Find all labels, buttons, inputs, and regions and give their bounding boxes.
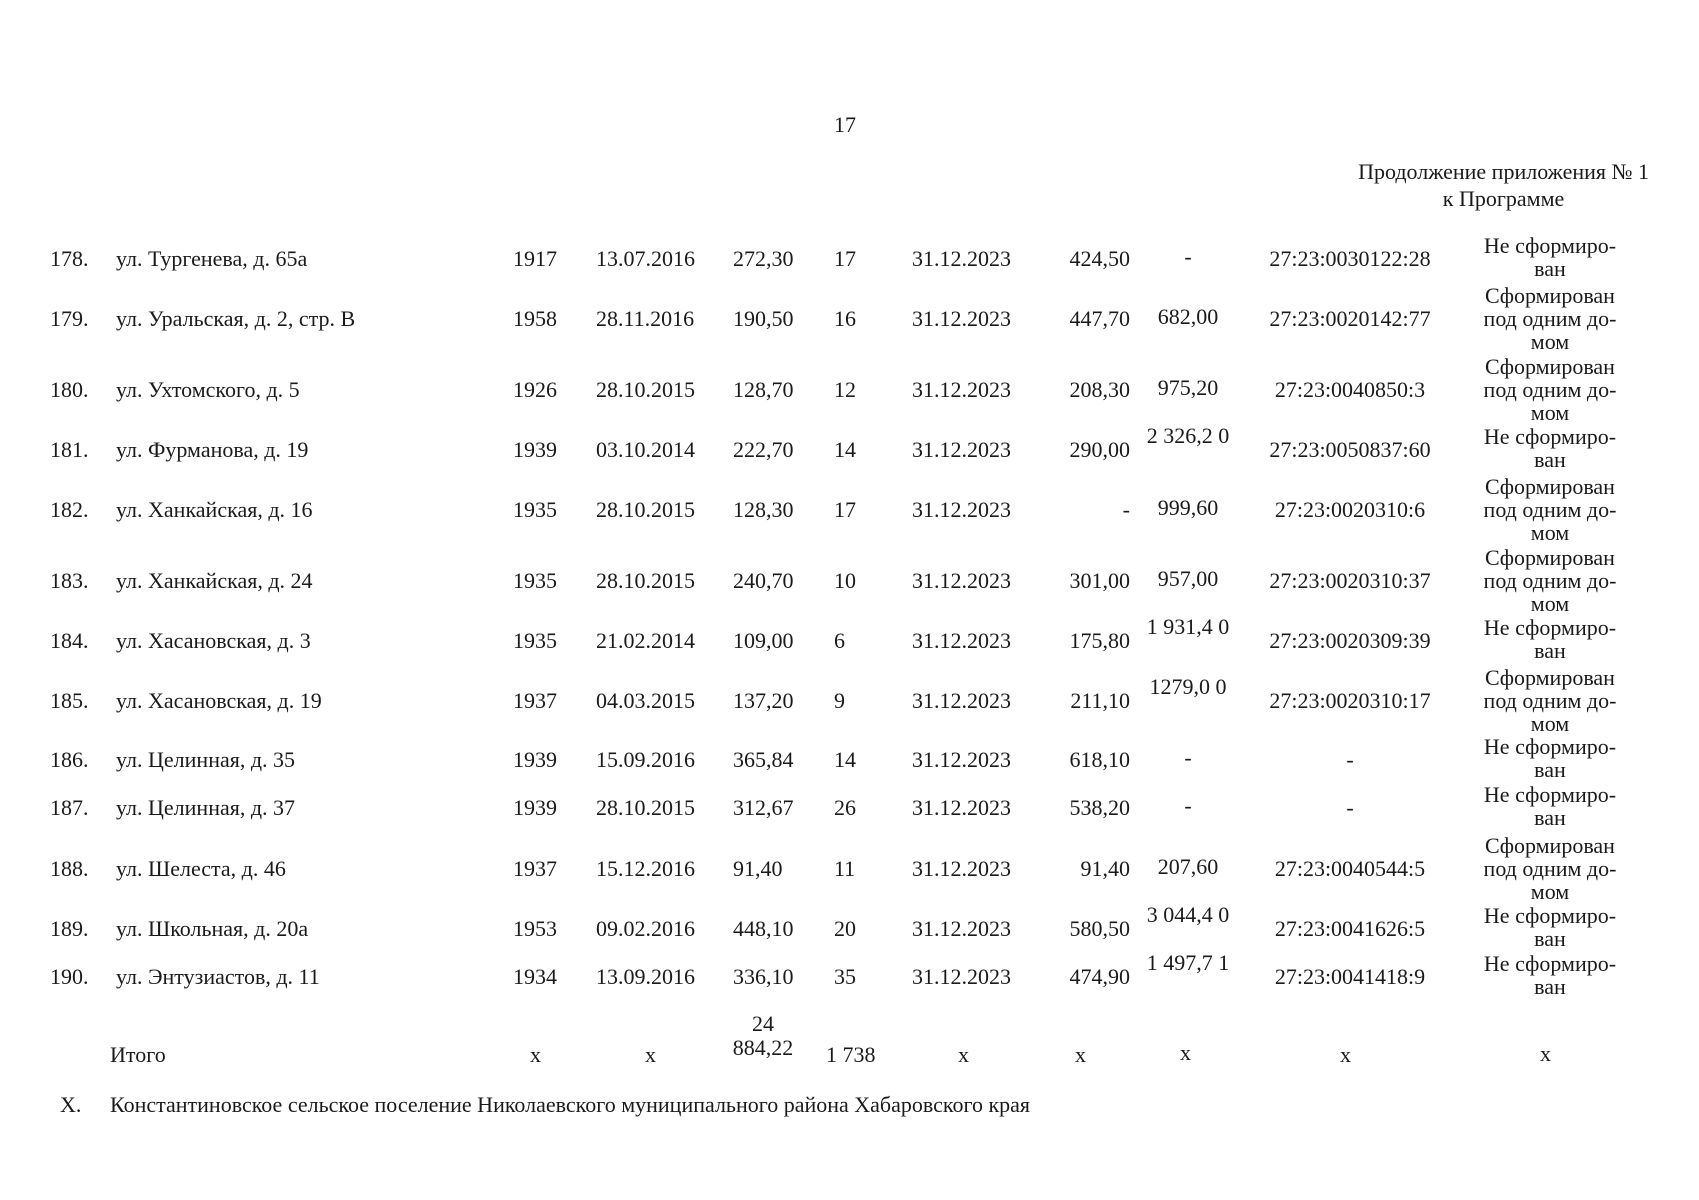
address-cell: ул. Тургенева, д. 65а <box>116 246 308 271</box>
cadastral-cell: 27:23:0020142:77 <box>1269 306 1431 331</box>
deadline-cell: 31.12.2023 <box>912 306 1011 331</box>
area3-cell: 1 497,7 1 <box>1146 950 1230 975</box>
status-cell: Сформирован под одним до-мом <box>1483 833 1617 904</box>
status-cell: Не сформиро-ван <box>1483 424 1617 472</box>
year-cell: 1953 <box>513 916 557 941</box>
people-cell: 11 <box>834 856 856 881</box>
row-number: 180. <box>50 377 89 402</box>
row-number: 181. <box>50 437 89 462</box>
people-cell: 35 <box>834 964 856 989</box>
year-cell: 1958 <box>513 306 557 331</box>
deadline-cell: 31.12.2023 <box>912 377 1011 402</box>
date-cell: 28.10.2015 <box>596 377 695 402</box>
date-cell: 28.10.2015 <box>596 568 695 593</box>
address-cell: ул. Целинная, д. 35 <box>116 747 296 772</box>
status-cell: Не сформиро-ван <box>1483 734 1617 782</box>
area2-cell: 175,80 <box>1069 628 1130 653</box>
address-cell: ул. Целинная, д. 37 <box>116 795 296 820</box>
area3-cell: 975,20 <box>1157 375 1219 400</box>
address-cell: ул. Ханкайская, д. 16 <box>116 497 313 522</box>
date-cell: 13.07.2016 <box>596 246 695 271</box>
status-cell: Сформирован под одним до-мом <box>1483 283 1617 354</box>
area3-cell: - <box>1184 793 1192 818</box>
total-year: х <box>530 1042 541 1067</box>
address-cell: ул. Школьная, д. 20а <box>116 916 309 941</box>
status-cell: Сформирован под одним до-мом <box>1483 545 1617 616</box>
row-number: 178. <box>50 246 89 271</box>
row-number: 189. <box>50 916 89 941</box>
people-cell: 12 <box>834 377 856 402</box>
status-cell: Сформирован под одним до-мом <box>1483 474 1617 545</box>
total-cadastral: х <box>1340 1042 1351 1067</box>
cadastral-cell: 27:23:0050837:60 <box>1269 437 1431 462</box>
deadline-cell: 31.12.2023 <box>912 916 1011 941</box>
area3-cell: 1 931,4 0 <box>1146 614 1230 639</box>
row-number: 179. <box>50 306 89 331</box>
cadastral-cell: 27:23:0020310:37 <box>1269 568 1431 593</box>
deadline-cell: 31.12.2023 <box>912 964 1011 989</box>
date-cell: 09.02.2016 <box>596 916 695 941</box>
year-cell: 1935 <box>513 628 557 653</box>
cadastral-cell: - <box>1346 795 1354 820</box>
total-status: х <box>1540 1041 1551 1066</box>
area3-cell: - <box>1184 244 1192 269</box>
area2-cell: 474,90 <box>1069 964 1130 989</box>
address-cell: ул. Хасановская, д. 3 <box>116 628 311 653</box>
appendix-line-2: к Программе <box>1442 186 1565 211</box>
address-cell: ул. Хасановская, д. 19 <box>116 688 322 713</box>
people-cell: 20 <box>834 916 856 941</box>
people-cell: 9 <box>834 688 845 713</box>
row-number: 186. <box>50 747 89 772</box>
area2-cell: 301,00 <box>1069 568 1130 593</box>
area-cell: 222,70 <box>733 437 794 462</box>
year-cell: 1939 <box>513 795 557 820</box>
year-cell: 1935 <box>513 497 557 522</box>
area2-cell: 91,40 <box>1080 856 1130 881</box>
deadline-cell: 31.12.2023 <box>912 747 1011 772</box>
cadastral-cell: 27:23:0020309:39 <box>1269 628 1431 653</box>
area3-cell: 207,60 <box>1157 854 1219 879</box>
address-cell: ул. Энтузиастов, д. 11 <box>116 964 320 989</box>
address-cell: ул. Фурманова, д. 19 <box>116 437 309 462</box>
cadastral-cell: 27:23:0030122:28 <box>1269 246 1431 271</box>
year-cell: 1939 <box>513 747 557 772</box>
date-cell: 28.11.2016 <box>596 306 695 331</box>
section-number: X. <box>60 1092 82 1117</box>
status-cell: Сформирован под одним до-мом <box>1483 354 1617 425</box>
year-cell: 1934 <box>513 964 557 989</box>
total-area2: х <box>1075 1042 1086 1067</box>
address-cell: ул. Ханкайская, д. 24 <box>116 568 313 593</box>
date-cell: 13.09.2016 <box>596 964 695 989</box>
status-cell: Не сформиро-ван <box>1483 903 1617 951</box>
year-cell: 1926 <box>513 377 557 402</box>
row-number: 182. <box>50 497 89 522</box>
row-number: 183. <box>50 568 89 593</box>
cadastral-cell: 27:23:0041418:9 <box>1274 964 1426 989</box>
area-cell: 109,00 <box>733 628 794 653</box>
people-cell: 17 <box>834 246 856 271</box>
section-title: Константиновское сельское поселение Николаевского муниципального района Хабаровского края <box>110 1092 1031 1117</box>
date-cell: 28.10.2015 <box>596 795 695 820</box>
deadline-cell: 31.12.2023 <box>912 437 1011 462</box>
status-cell: Не сформиро-ван <box>1483 233 1617 281</box>
row-number: 190. <box>50 964 89 989</box>
deadline-cell: 31.12.2023 <box>912 246 1011 271</box>
cadastral-cell: 27:23:0041626:5 <box>1274 916 1426 941</box>
status-cell: Не сформиро-ван <box>1483 951 1617 999</box>
year-cell: 1939 <box>513 437 557 462</box>
area2-cell: 580,50 <box>1069 916 1130 941</box>
row-number: 184. <box>50 628 89 653</box>
area3-cell: 999,60 <box>1157 495 1219 520</box>
area-cell: 190,50 <box>733 306 794 331</box>
area2-cell: 290,00 <box>1069 437 1130 462</box>
cadastral-cell: 27:23:0020310:17 <box>1269 688 1431 713</box>
address-cell: ул. Шелеста, д. 46 <box>116 856 286 881</box>
area2-cell: 447,70 <box>1069 306 1130 331</box>
area3-cell: 957,00 <box>1157 566 1219 591</box>
area-cell: 365,84 <box>733 747 794 772</box>
area-cell: 240,70 <box>733 568 794 593</box>
address-cell: ул. Ухтомского, д. 5 <box>116 377 300 402</box>
cadastral-cell: 27:23:0040850:3 <box>1274 377 1426 402</box>
date-cell: 21.02.2014 <box>596 628 695 653</box>
area3-cell: 3 044,4 0 <box>1146 902 1230 927</box>
area-cell: 272,30 <box>733 246 794 271</box>
people-cell: 16 <box>834 306 856 331</box>
area2-cell: 618,10 <box>1069 747 1130 772</box>
appendix-header <box>1358 158 1649 212</box>
year-cell: 1937 <box>513 688 557 713</box>
total-people: 1 738 <box>826 1042 876 1067</box>
total-date: х <box>645 1042 656 1067</box>
deadline-cell: 31.12.2023 <box>912 856 1011 881</box>
row-number: 187. <box>50 795 89 820</box>
area3-cell: 2 326,2 0 <box>1146 423 1230 448</box>
area3-cell: 682,00 <box>1157 304 1219 329</box>
status-cell: Сформирован под одним до-мом <box>1483 665 1617 736</box>
date-cell: 15.09.2016 <box>596 747 695 772</box>
people-cell: 14 <box>834 437 856 462</box>
total-area: 24 884,22 <box>732 1011 794 1060</box>
area2-cell: 208,30 <box>1069 377 1130 402</box>
area3-cell: - <box>1184 745 1192 770</box>
date-cell: 04.03.2015 <box>596 688 695 713</box>
cadastral-cell: 27:23:0020310:6 <box>1274 497 1426 522</box>
row-number: 188. <box>50 856 89 881</box>
people-cell: 6 <box>834 628 845 653</box>
date-cell: 15.12.2016 <box>596 856 695 881</box>
area2-cell: 538,20 <box>1069 795 1130 820</box>
row-number: 185. <box>50 688 89 713</box>
deadline-cell: 31.12.2023 <box>912 795 1011 820</box>
status-cell: Не сформиро-ван <box>1483 615 1617 663</box>
people-cell: 17 <box>834 497 856 522</box>
total-deadline: х <box>958 1042 969 1067</box>
deadline-cell: 31.12.2023 <box>912 568 1011 593</box>
area-cell: 128,70 <box>733 377 794 402</box>
total-label: Итого <box>110 1042 166 1067</box>
area-cell: 91,40 <box>733 856 783 881</box>
area3-cell: 1279,0 0 <box>1149 674 1227 699</box>
year-cell: 1935 <box>513 568 557 593</box>
page-number: 17 <box>834 112 856 137</box>
date-cell: 03.10.2014 <box>596 437 695 462</box>
address-cell: ул. Уральская, д. 2, стр. В <box>116 306 356 331</box>
area-cell: 312,67 <box>733 795 794 820</box>
area-cell: 448,10 <box>733 916 794 941</box>
deadline-cell: 31.12.2023 <box>912 628 1011 653</box>
deadline-cell: 31.12.2023 <box>912 497 1011 522</box>
area2-cell: 211,10 <box>1070 688 1130 713</box>
deadline-cell: 31.12.2023 <box>912 688 1011 713</box>
year-cell: 1937 <box>513 856 557 881</box>
people-cell: 26 <box>834 795 856 820</box>
area-cell: 128,30 <box>733 497 794 522</box>
people-cell: 14 <box>834 747 856 772</box>
cadastral-cell: 27:23:0040544:5 <box>1274 856 1426 881</box>
area2-cell: - <box>1122 497 1130 522</box>
appendix-line-1: Продолжение приложения № 1 <box>1358 159 1649 184</box>
area2-cell: 424,50 <box>1069 246 1130 271</box>
people-cell: 10 <box>834 568 856 593</box>
status-cell: Не сформиро-ван <box>1483 782 1617 830</box>
area-cell: 137,20 <box>733 688 794 713</box>
area-cell: 336,10 <box>733 964 794 989</box>
total-area3: х <box>1180 1040 1191 1065</box>
cadastral-cell: - <box>1346 747 1354 772</box>
year-cell: 1917 <box>513 246 557 271</box>
date-cell: 28.10.2015 <box>596 497 695 522</box>
